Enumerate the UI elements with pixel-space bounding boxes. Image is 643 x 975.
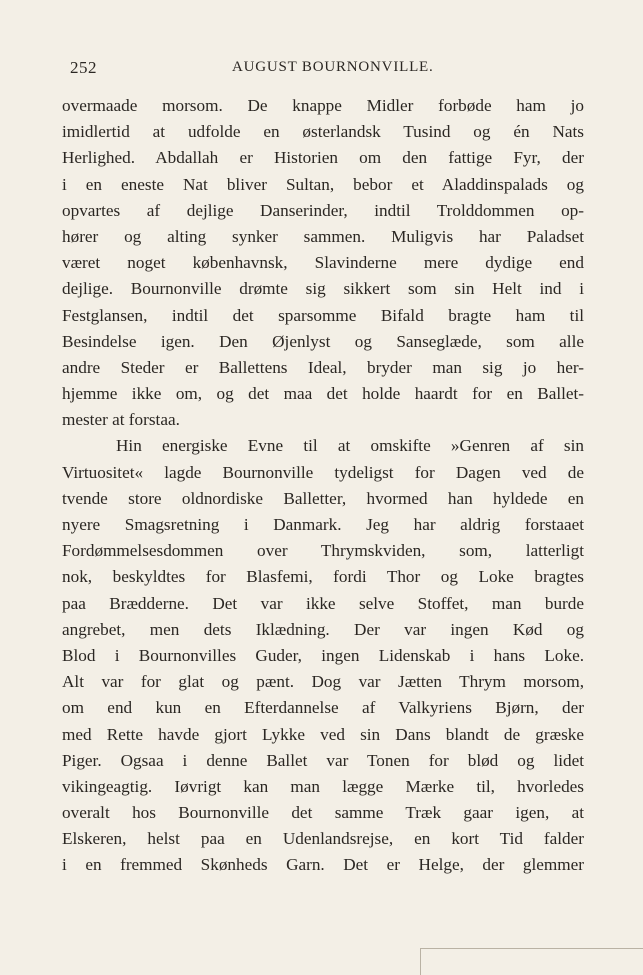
text-line: Alt var for glat og pænt. Dog var Jætten Thrym morsom, [62,672,584,692]
text-line: Virtuositet« lagde Bournonville tydeligst for Dagen ved de [62,462,584,482]
text-line: Hin energiske Evne til at omskifte »Genren af sin [116,436,584,456]
body-text [62,93,584,879]
text-line: dejlige. Bournonville drømte sig sikkert som sin Helt ind i [62,279,584,299]
text-line: vikingeagtig. Iøvrigt kan man lægge Mærke til, hvorledes [62,776,584,796]
text-line: Besindelse igen. Den Øjenlyst og Sanseglæde, som alle [62,331,584,351]
text-line: hjemme ikke om, og det maa det holde haardt for en Ballet- [62,384,584,404]
page-header [70,58,590,82]
text-line: hører og alting synker sammen. Muligvis har Paladset [62,226,584,246]
text-line: mester at forstaa. [62,410,180,430]
text-line: Herlighed. Abdallah er Historien om den fattige Fyr, der [62,148,584,168]
text-line: imidlertid at udfolde en østerlandsk Tusind og én Nats [62,122,584,142]
text-line: andre Steder er Ballettens Ideal, bryder man sig jo her- [62,357,584,377]
text-line: været noget københavnsk, Slavinderne mere dydige end [62,253,584,273]
text-line: om end kun en Efterdannelse af Valkyriens Bjørn, der [62,698,584,718]
text-line: Fordømmelsesdommen over Thrymskviden, som, latterligt [62,541,584,561]
text-line: Festglansen, indtil det sparsomme Bifald bragte ham til [62,305,584,325]
text-line: Elskeren, helst paa en Udenlandsrejse, en kort Tid falder [62,829,584,849]
text-line: overmaade morsom. De knappe Midler forbøde ham jo [62,96,584,115]
text-line: nyere Smagsretning i Danmark. Jeg har aldrig forstaaet [62,515,584,534]
text-line: Blod i Bournonvilles Guder, ingen Lidenskab i hans Loke. [62,645,584,665]
text-line: med Rette havde gjort Lykke ved sin Dans blandt de græske [62,724,584,744]
scan-edge-mark [420,948,643,975]
running-title: AUGUST BOURNONVILLE. [232,59,434,75]
text-line: angrebet, men dets Iklædning. Der var ingen Kød og [62,619,584,639]
text-line: overalt hos Bournonville det samme Træk gaar igen, at [62,803,584,823]
text-line: Piger. Ogsaa i denne Ballet var Tonen for blød og lidet [62,750,584,770]
page-number: 252 [70,58,97,77]
text-line: i en eneste Nat bliver Sultan, bebor et Aladdinspalads og [62,174,584,194]
text-line: tvende store oldnordiske Balletter, hvormed han hyldede en [62,488,584,508]
text-line: opvartes af dejlige Danserinder, indtil Trolddommen op- [62,200,584,220]
text-line: i en fremmed Skønheds Garn. Det er Helge, der glemmer [62,855,584,875]
text-line: paa Brædderne. Det var ikke selve Stoffet, man burde [62,593,584,613]
text-line: nok, beskyldtes for Blasfemi, fordi Thor og Loke bragtes [62,567,584,587]
